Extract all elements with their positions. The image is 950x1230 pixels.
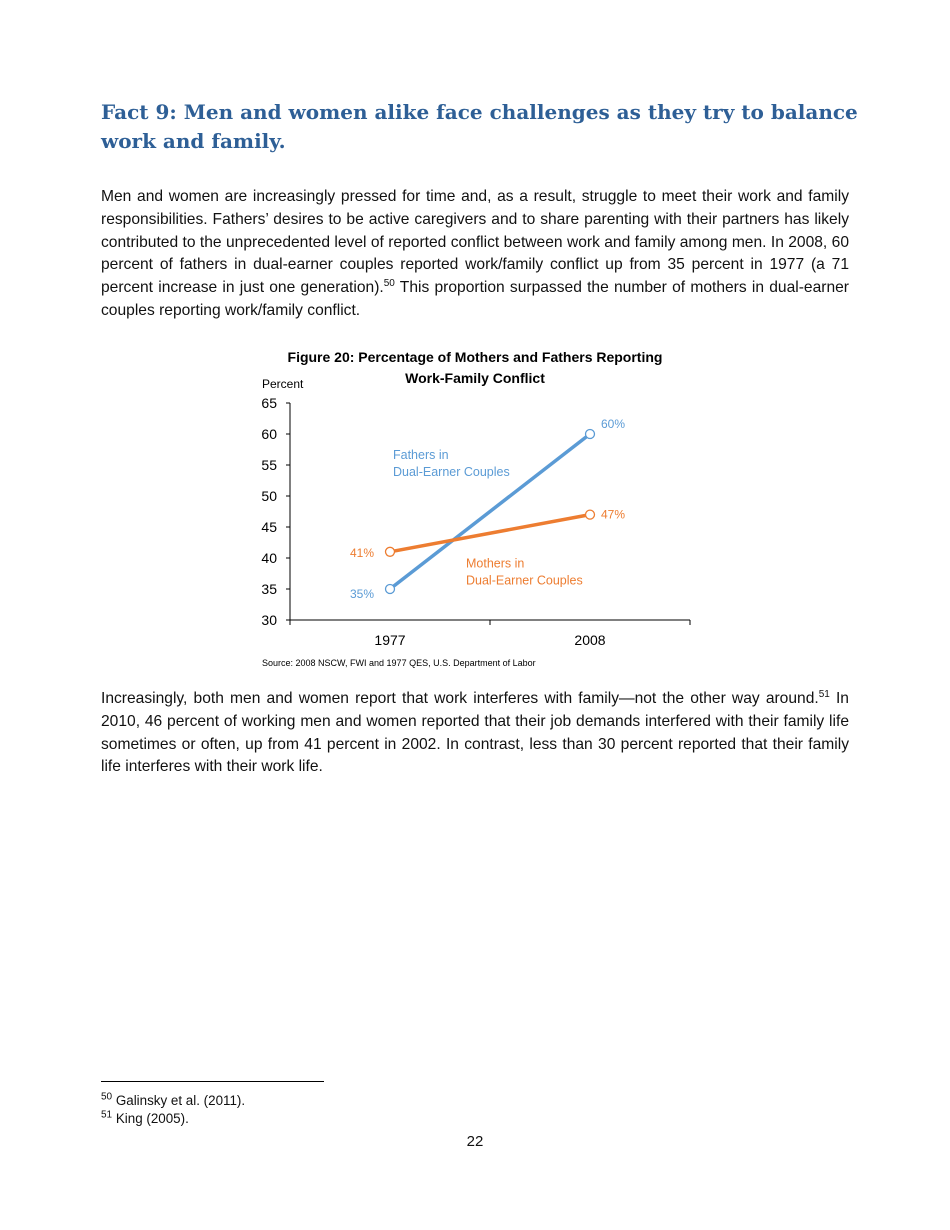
footnote-text: Galinsky et al. (2011). (112, 1093, 246, 1108)
body-paragraph-1 (101, 186, 849, 323)
figure-20-chart (250, 340, 700, 675)
data-point (386, 547, 395, 556)
y-tick-label: 30 (261, 612, 277, 628)
data-label: 60% (601, 417, 626, 431)
data-point (386, 585, 395, 594)
chart-title-line-2: Work-Family Conflict (405, 370, 545, 386)
footnote-51 (101, 1110, 189, 1128)
series-annotation: Dual-Earner Couples (393, 465, 510, 479)
x-tick-label: 2008 (574, 632, 606, 648)
series-annotation: Fathers in (393, 448, 449, 462)
section-heading: Fact 9: Men and women alike face challenges as they try to balance work and family. (101, 100, 858, 153)
y-tick-label: 65 (261, 395, 277, 411)
y-axis-label: Percent (262, 377, 304, 391)
x-tick-label: 1977 (374, 632, 406, 648)
y-tick-label: 55 (261, 457, 277, 473)
body-paragraph-2 (101, 688, 849, 779)
chart-marks (350, 417, 625, 601)
y-tick-label: 40 (261, 550, 277, 566)
data-point (586, 430, 595, 439)
footnote-ref-51[interactable]: 51 (818, 688, 830, 700)
footnote-divider (101, 1081, 324, 1082)
chart-title-line-1: Figure 20: Percentage of Mothers and Fathers Reporting (287, 349, 663, 365)
y-tick-label: 50 (261, 488, 277, 504)
y-tick-label: 35 (261, 581, 277, 597)
series-line (390, 515, 590, 552)
page-number: 22 (466, 1133, 484, 1150)
paragraph-text-before: Increasingly, both men and women report that work interferes with family—not the other way around. (101, 690, 819, 707)
data-label: 47% (601, 507, 626, 522)
paragraph-text: In 2010, 46 percent of working men and women reported that their job demands interfered with their family life sometimes or often, up from 41 percent in 2002. In contrast, less than 30 percent reported that their family life interferes with their work life. (101, 690, 849, 776)
paragraph-text-after: This proportion surpassed the number of mothers in dual-earner couples reporting work/family conflict. (101, 279, 849, 319)
data-label: 35% (349, 587, 374, 601)
data-label: 41% (349, 545, 374, 560)
y-tick-label: 60 (261, 426, 277, 442)
chart-source: Source: 2008 NSCW, FWI and 1977 QES, U.S. Department of Labor (262, 658, 536, 668)
y-tick-label: 45 (261, 519, 277, 535)
footnote-50 (101, 1092, 245, 1110)
data-point (586, 510, 595, 519)
footnote-text: King (2005). (112, 1111, 189, 1126)
series-annotation: Mothers in (466, 556, 525, 571)
paragraph-text: Men and women are increasingly pressed for time and, as a result, struggle to meet their work and family responsibilities. Fathers’ desires to be active caregivers and to share parenting with their partners has likely contributed to the unprecedented level of reported conflict between work and family among men. In 2008, 60 percent of fathers in dual-earner couples reported work/family conflict up from 35 percent in 1977 (a 71 percent increase in just one generation). (101, 188, 849, 297)
footnote-number: 50 (101, 1091, 113, 1103)
footnote-number: 51 (101, 1109, 113, 1121)
footnote-ref-50[interactable]: 50 (383, 278, 395, 289)
series-annotation: Dual-Earner Couples (466, 573, 583, 588)
